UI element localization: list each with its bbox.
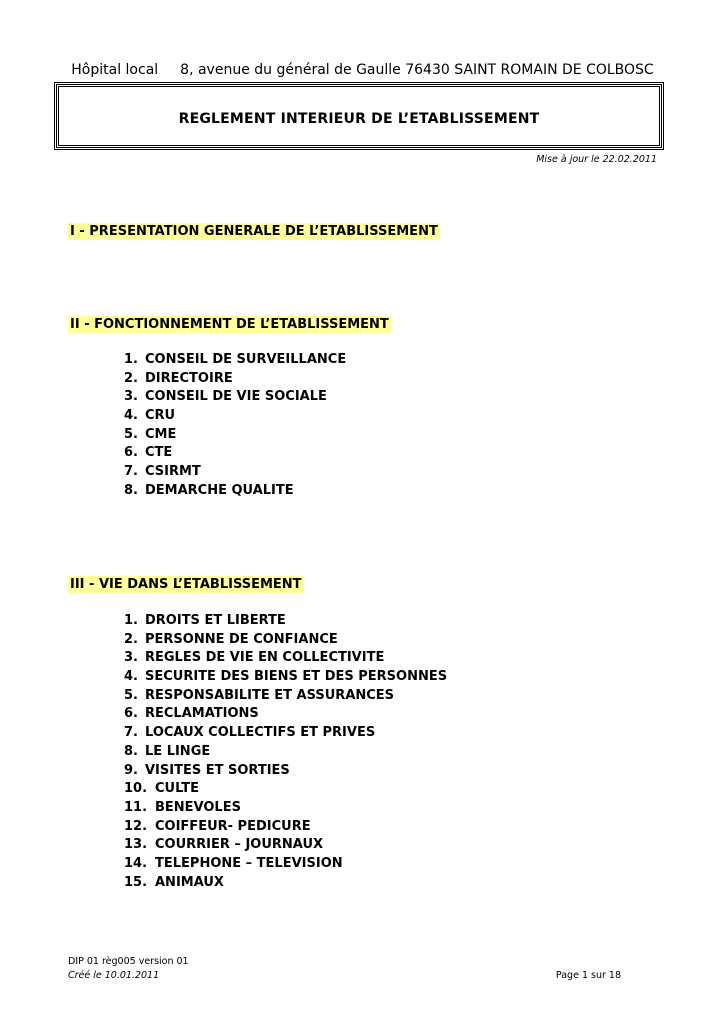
- list-item: [124, 855, 447, 874]
- list-item: [124, 463, 346, 482]
- list-item-label: TELEPHONE – TELEVISION: [155, 855, 343, 871]
- list-item: [124, 687, 447, 706]
- list-item-number: 14.: [124, 855, 148, 871]
- list-item-label: SECURITE DES BIENS ET DES PERSONNES: [145, 669, 448, 685]
- list-item-label: CTE: [145, 445, 173, 461]
- list-item: [124, 388, 346, 407]
- list-item: [124, 818, 447, 837]
- list-item: [124, 874, 447, 893]
- list-item: [124, 612, 447, 631]
- list-item: [124, 780, 447, 799]
- list-item-label: CSIRMT: [145, 464, 201, 480]
- footer-doc-ref: DIP 01 règ005 version 01: [68, 956, 189, 967]
- list-item-label: REGLES DE VIE EN COLLECTIVITE: [145, 650, 385, 666]
- list-item: [124, 668, 447, 687]
- document-title: REGLEMENT INTERIEUR DE L’ETABLISSEMENT: [178, 111, 540, 127]
- list-item: [124, 649, 447, 668]
- list-item: [124, 631, 447, 650]
- list-item-label: CME: [145, 426, 177, 442]
- list-item-number: 8.: [124, 482, 138, 498]
- list-item-number: 5.: [124, 687, 138, 703]
- list-item-number: 6.: [124, 445, 138, 461]
- list-item: [124, 444, 346, 463]
- list-item-label: RESPONSABILITE ET ASSURANCES: [145, 687, 395, 703]
- list-item-label: ANIMAUX: [155, 874, 224, 890]
- list-item-label: BENEVOLES: [155, 799, 241, 815]
- list-item: [124, 743, 447, 762]
- list-item-number: 11.: [124, 799, 148, 815]
- list-item: [124, 705, 447, 724]
- list-item-number: 8.: [124, 743, 138, 759]
- list-item-number: 4.: [124, 408, 138, 424]
- list-item-label: COURRIER – JOURNAUX: [155, 837, 324, 853]
- list-item-number: 9.: [124, 762, 138, 778]
- list-item-number: 7.: [124, 725, 138, 741]
- list-item-number: 4.: [124, 669, 138, 685]
- list-item: [124, 482, 346, 501]
- list-item: [124, 407, 346, 426]
- list-item-label: CRU: [145, 408, 176, 424]
- list-item-label: CONSEIL DE VIE SOCIALE: [145, 389, 327, 405]
- list-item-number: 1.: [124, 613, 138, 628]
- list-item-number: 3.: [124, 389, 138, 405]
- update-note: Mise à jour le 22.02.2011: [536, 154, 657, 165]
- list-item-label: DIRECTOIRE: [145, 370, 233, 386]
- list-item-label: LOCAUX COLLECTIFS ET PRIVES: [145, 725, 376, 741]
- list-item-number: 1.: [124, 352, 138, 367]
- page-header: [0, 62, 725, 78]
- list-item-label: RECLAMATIONS: [145, 706, 259, 722]
- section-2-list: [124, 351, 346, 501]
- list-item: [124, 351, 346, 370]
- section-3-list: [124, 612, 447, 892]
- list-item-label: DROITS ET LIBERTE: [145, 613, 286, 628]
- footer-left: [68, 955, 189, 983]
- footer-created: Créé le 10.01.2011: [68, 970, 160, 981]
- section-heading-2: [68, 316, 391, 333]
- title-box: [56, 84, 662, 148]
- list-item-label: VISITES ET SORTIES: [145, 762, 290, 778]
- list-item-number: 5.: [124, 426, 138, 442]
- list-item-label: COIFFEUR- PEDICURE: [155, 818, 311, 834]
- list-item-number: 6.: [124, 706, 138, 722]
- section-heading-2-text: II - FONCTIONNEMENT DE L’ETABLISSEMENT: [70, 317, 389, 332]
- list-item-label: PERSONNE DE CONFIANCE: [145, 631, 338, 647]
- list-item-label: DEMARCHE QUALITE: [145, 482, 294, 498]
- header-address: 8, avenue du général de Gaulle 76430 SAINT ROMAIN DE COLBOSC: [180, 62, 654, 78]
- footer-page-number: Page 1 sur 18: [555, 970, 621, 981]
- section-heading-1: [68, 223, 440, 240]
- list-item: [124, 724, 447, 743]
- list-item: [124, 762, 447, 781]
- list-item: [124, 426, 346, 445]
- list-item-label: CONSEIL DE SURVEILLANCE: [145, 352, 347, 367]
- section-heading-1-text: I - PRESENTATION GENERALE DE L’ETABLISSEMENT: [70, 224, 438, 239]
- list-item-label: CULTE: [155, 781, 199, 797]
- list-item-number: 2.: [124, 631, 138, 647]
- list-item-number: 12.: [124, 818, 148, 834]
- list-item-number: 2.: [124, 370, 138, 386]
- list-item-number: 7.: [124, 464, 138, 480]
- list-item-number: 3.: [124, 650, 138, 666]
- list-item: [124, 799, 447, 818]
- header-org: Hôpital local: [71, 62, 159, 78]
- section-heading-3: [68, 576, 304, 593]
- section-heading-3-text: III - VIE DANS L’ETABLISSEMENT: [70, 577, 302, 592]
- list-item-label: LE LINGE: [145, 743, 211, 759]
- list-item: [124, 836, 447, 855]
- list-item: [124, 370, 346, 389]
- list-item-number: 15.: [124, 874, 148, 890]
- list-item-number: 13.: [124, 837, 148, 853]
- list-item-number: 10.: [124, 781, 148, 797]
